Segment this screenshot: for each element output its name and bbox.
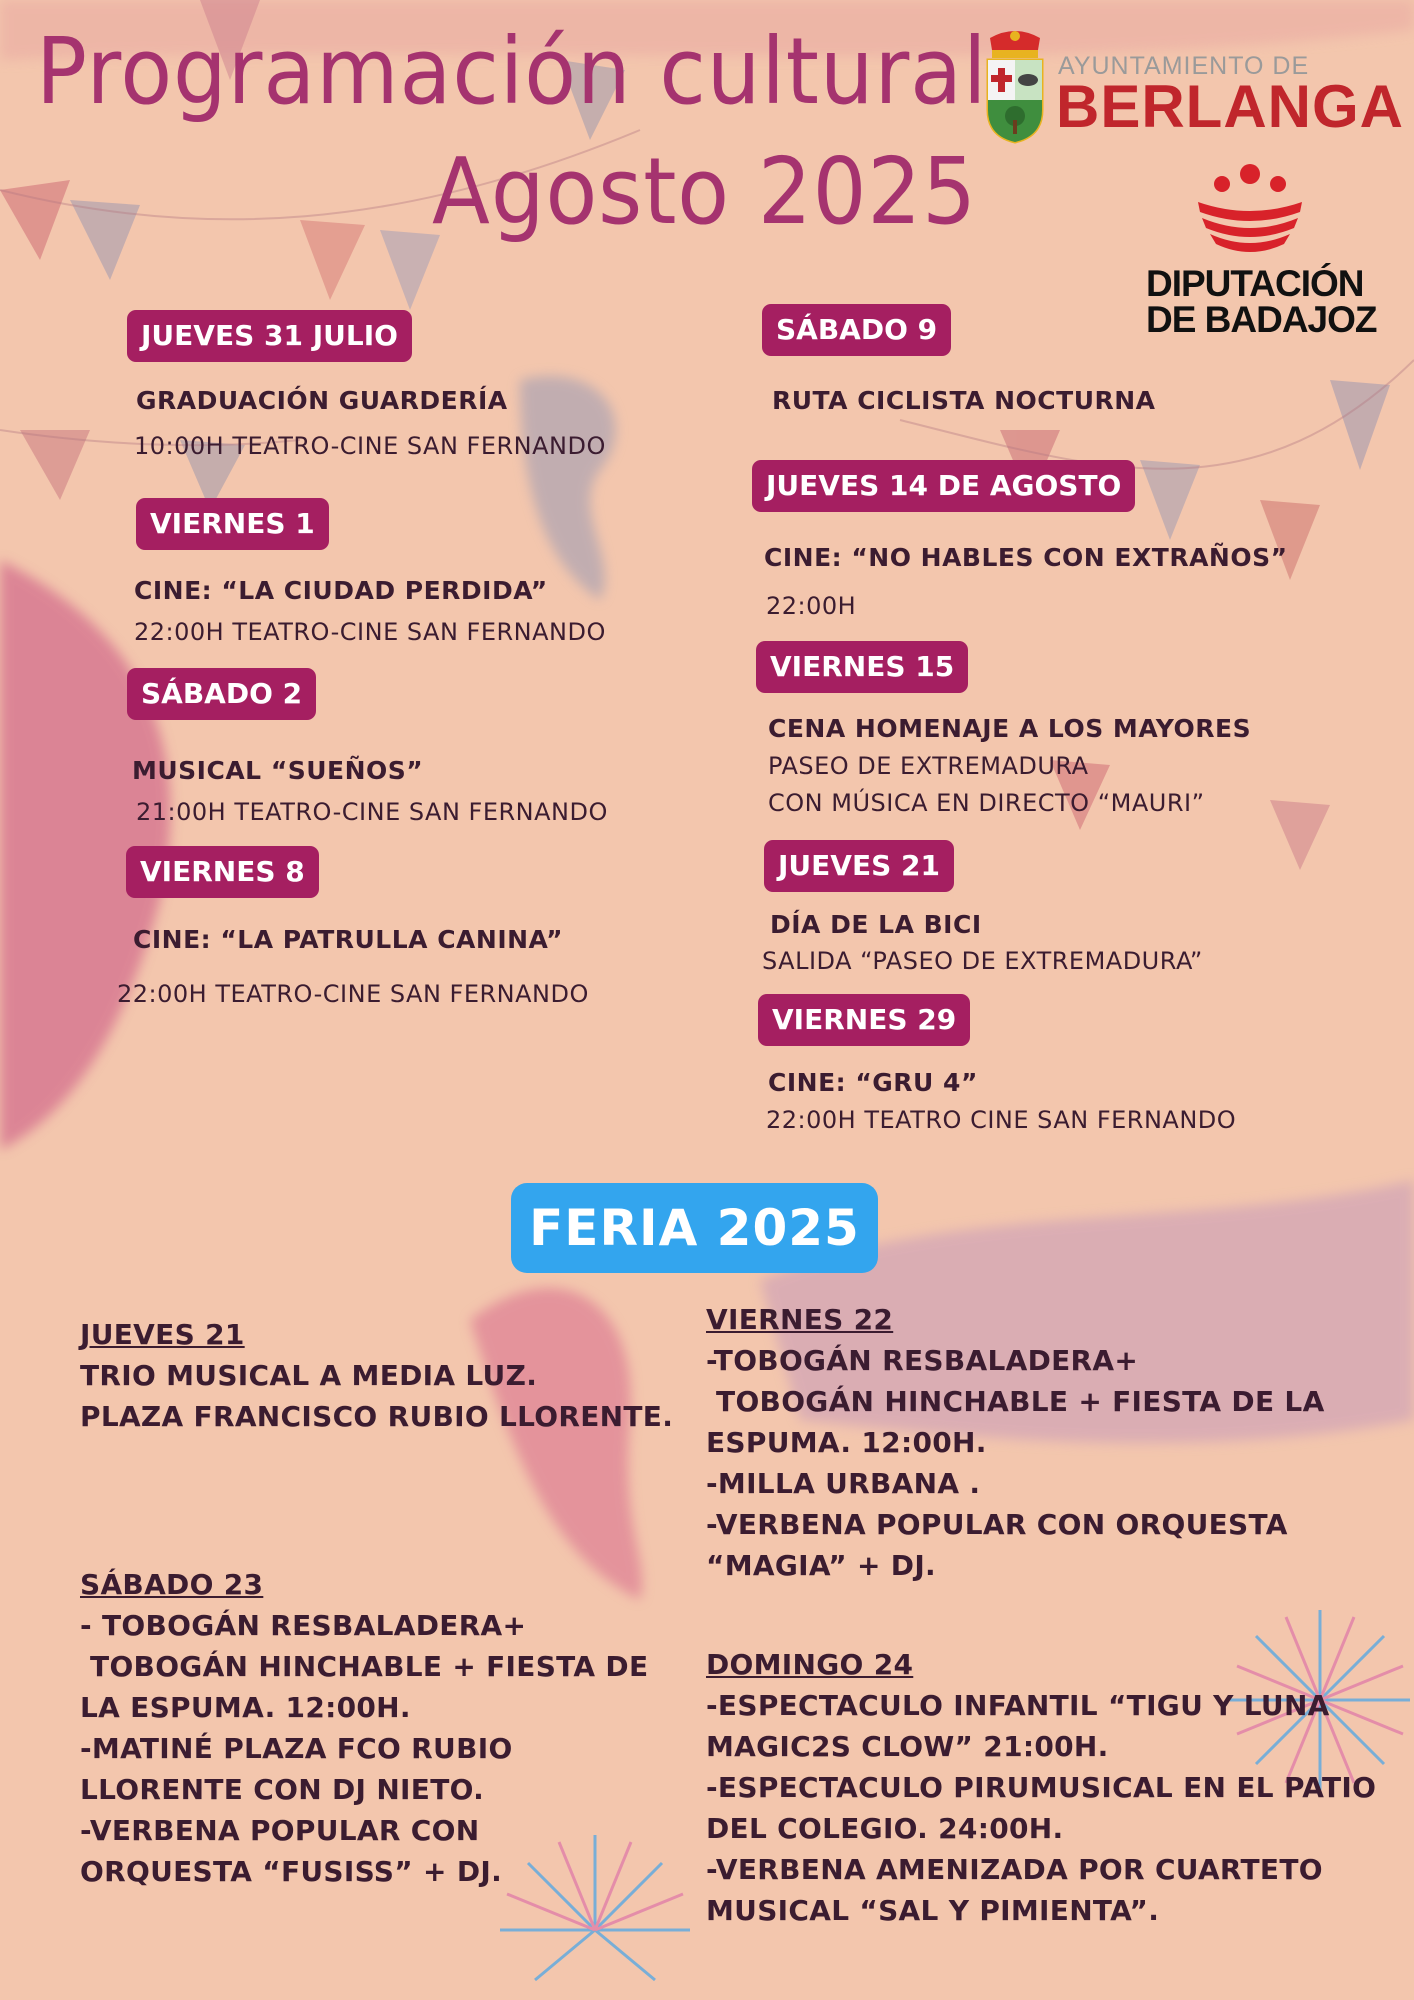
event-details: 10:00H TEATRO-CINE SAN FERNANDO — [134, 432, 606, 460]
feria-line: “MAGIA” + DJ. — [706, 1549, 936, 1582]
event-title: CINE: “GRU 4” — [768, 1068, 978, 1097]
feria-line: -VERBENA AMENIZADA POR CUARTETO — [706, 1853, 1323, 1886]
event-date-pill: JUEVES 31 JULIO — [127, 310, 412, 362]
event-title: MUSICAL “SUEÑOS” — [132, 756, 424, 785]
event-title: CINE: “NO HABLES CON EXTRAÑOS” — [764, 543, 1288, 572]
event-title: CENA HOMENAJE A LOS MAYORES — [768, 714, 1252, 743]
feria-line: -ESPECTACULO PIRUMUSICAL EN EL PATIO — [706, 1771, 1377, 1804]
feria-viernes-block — [706, 1299, 1325, 1586]
event-title: RUTA CICLISTA NOCTURNA — [772, 386, 1156, 415]
feria-line: -TOBOGÁN RESBALADERA+ — [706, 1344, 1139, 1377]
event-details: 22:00H TEATRO-CINE SAN FERNANDO — [134, 618, 606, 646]
event-title: CINE: “LA CIUDAD PERDIDA” — [134, 576, 548, 605]
feria-line: -MATINÉ PLAZA FCO RUBIO — [80, 1732, 513, 1765]
crown-icon — [1190, 160, 1310, 260]
feria-line: ESPUMA. 12:00H. — [706, 1426, 987, 1459]
event-details: CON MÚSICA EN DIRECTO “MAURI” — [768, 789, 1205, 817]
feria-line: -VERBENA POPULAR CON ORQUESTA — [706, 1508, 1288, 1541]
feria-sabado-block — [80, 1564, 648, 1892]
event-title: GRADUACIÓN GUARDERÍA — [136, 386, 508, 415]
event-date-pill: VIERNES 15 — [756, 641, 968, 693]
event-date-pill: SÁBADO 9 — [762, 304, 951, 356]
logo-diputacion-text: DIPUTACIÓN — [1146, 263, 1364, 304]
feria-line: -MILLA URBANA . — [706, 1467, 981, 1500]
logo-badajoz-text: DE BADAJOZ — [1146, 299, 1377, 340]
feria-line: -ESPECTACULO INFANTIL “TIGU Y LUNA — [706, 1689, 1330, 1722]
page-title-line1: Programación cultural — [36, 18, 988, 125]
feria-line: MAGIC2S CLOW” 21:00H. — [706, 1730, 1109, 1763]
feria-line: - TOBOGÁN RESBALADERA+ — [80, 1609, 527, 1642]
feria-badge: FERIA 2025 — [511, 1183, 878, 1273]
feria-line: TRIO MUSICAL A MEDIA LUZ. — [80, 1359, 538, 1392]
event-details: 21:00H TEATRO-CINE SAN FERNANDO — [136, 798, 608, 826]
event-date-pill: VIERNES 8 — [126, 846, 319, 898]
ayuntamiento-berlanga-logo — [980, 28, 1404, 148]
feria-day-heading: DOMINGO 24 — [706, 1648, 914, 1681]
page-title-line2: Agosto 2025 — [432, 138, 977, 245]
feria-line: LA ESPUMA. 12:00H. — [80, 1691, 411, 1724]
diputacion-badajoz-logo — [1140, 160, 1380, 350]
feria-line: TOBOGÁN HINCHABLE + FIESTA DE LA — [706, 1385, 1325, 1418]
logo-berlanga-text: BERLANGA — [1056, 73, 1404, 140]
event-details: PASEO DE EXTREMADURA — [768, 752, 1089, 780]
feria-line: ORQUESTA “FUSISS” + DJ. — [80, 1855, 503, 1888]
event-details: 22:00H — [766, 592, 857, 620]
coat-of-arms-icon — [980, 28, 1050, 146]
event-details: 22:00H TEATRO CINE SAN FERNANDO — [766, 1106, 1237, 1134]
feria-line: -VERBENA POPULAR CON — [80, 1814, 480, 1847]
feria-day-heading: SÁBADO 23 — [80, 1568, 264, 1601]
feria-line: MUSICAL “SAL Y PIMIENTA”. — [706, 1894, 1160, 1927]
event-date-pill: SÁBADO 2 — [127, 668, 316, 720]
feria-domingo-block — [706, 1644, 1376, 1931]
feria-day-heading: VIERNES 22 — [706, 1303, 894, 1336]
event-title: CINE: “LA PATRULLA CANINA” — [133, 925, 564, 954]
feria-line: DEL COLEGIO. 24:00H. — [706, 1812, 1064, 1845]
logo-ayuntamiento-text: AYUNTAMIENTO DE — [1058, 52, 1310, 80]
event-details: SALIDA “PASEO DE EXTREMADURA” — [762, 947, 1203, 975]
feria-line: PLAZA FRANCISCO RUBIO LLORENTE. — [80, 1400, 674, 1433]
feria-line: LLORENTE CON DJ NIETO. — [80, 1773, 485, 1806]
feria-day-heading: JUEVES 21 — [80, 1318, 245, 1351]
event-date-pill: JUEVES 21 — [764, 840, 954, 892]
feria-jueves-block — [80, 1314, 673, 1437]
event-date-pill: JUEVES 14 DE AGOSTO — [752, 460, 1135, 512]
event-title: DÍA DE LA BICI — [770, 910, 982, 939]
event-date-pill: VIERNES 29 — [758, 994, 970, 1046]
feria-line: TOBOGÁN HINCHABLE + FIESTA DE — [80, 1650, 649, 1683]
event-details: 22:00H TEATRO-CINE SAN FERNANDO — [117, 980, 589, 1008]
event-date-pill: VIERNES 1 — [136, 498, 329, 550]
